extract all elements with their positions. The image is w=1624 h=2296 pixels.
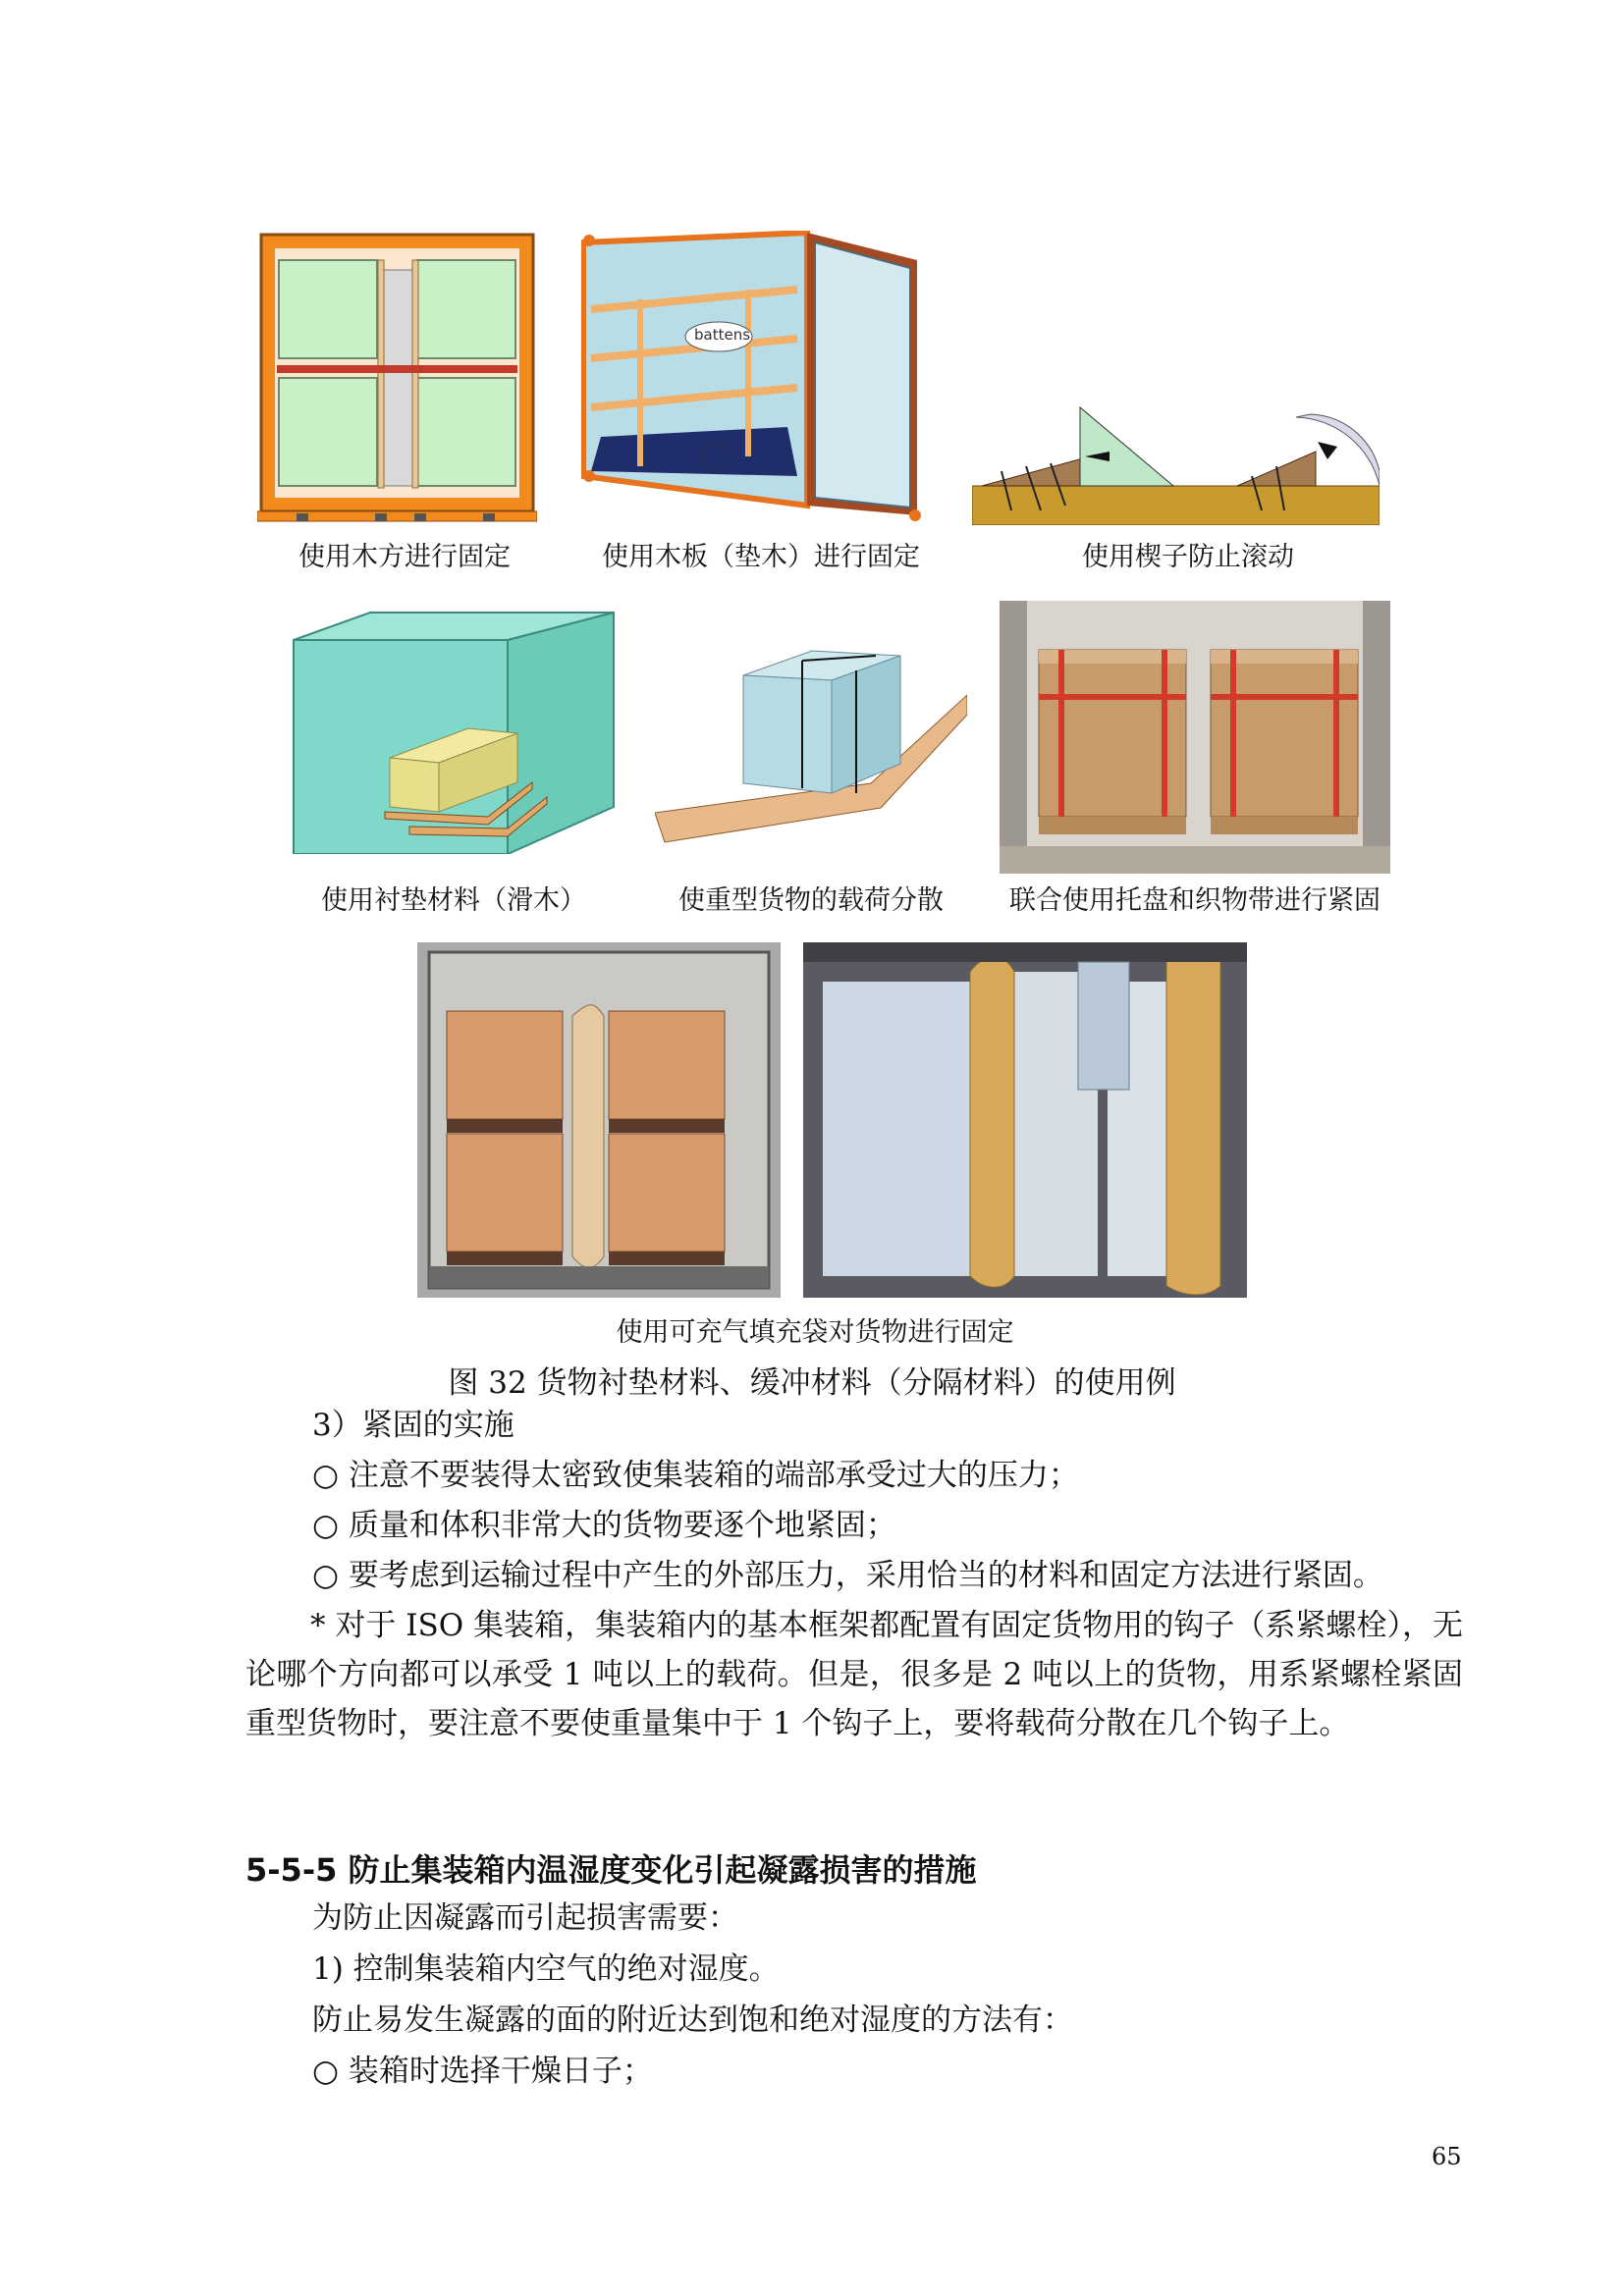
caption-battens: 使用木板（垫木）进行固定	[602, 542, 920, 572]
caption-sliders: 使用衬垫材料（滑木）	[321, 885, 586, 916]
figure-sliders	[292, 611, 616, 854]
section-line-1: 为防止因凝露而引起损害需要：	[312, 1900, 738, 1936]
photo-pallets-straps	[1000, 601, 1390, 874]
bullet-2: ○ 质量和体积非常大的货物要逐个地紧固；	[312, 1508, 896, 1543]
bullet-1: ○ 注意不要装得太密致使集装箱的端部承受过大的压力；	[312, 1458, 1079, 1493]
item-title: 3）紧固的实施	[312, 1408, 514, 1443]
caption-airbags: 使用可充气填充袋对货物进行固定	[616, 1317, 1014, 1348]
section-heading: 5-5-5 防止集装箱内温湿度变化引起凝露损害的措施	[245, 1851, 977, 1889]
page-number: 65	[1432, 2143, 1462, 2170]
figure-wedges	[972, 402, 1380, 525]
caption-pallets-straps: 联合使用托盘和织物带进行紧固	[1009, 885, 1380, 916]
figure-title: 图 32 货物衬垫材料、缓冲材料（分隔材料）的使用例	[448, 1365, 1176, 1401]
figure-load-spread	[655, 636, 967, 854]
figure-wood-blocks	[257, 231, 537, 523]
section-line-3: 防止易发生凝露的面的附近达到饱和绝对湿度的方法有：	[312, 2002, 1073, 2038]
bullet-3: ○ 要考虑到运输过程中产生的外部压力，采用恰当的材料和固定方法进行紧固。	[312, 1558, 1383, 1593]
figure-battens	[581, 231, 940, 523]
battens-label: battens	[694, 326, 751, 344]
photo-airbag-wrapped	[803, 942, 1247, 1298]
caption-wedges: 使用楔子防止滚动	[1082, 542, 1294, 572]
caption-load-spread: 使重型货物的载荷分散	[678, 885, 944, 916]
section-line-2: 1) 控制集装箱内空气的绝对湿度。	[312, 1951, 780, 1987]
photo-airbag-pallets	[417, 942, 781, 1298]
section-line-4: ○ 装箱时选择干燥日子；	[312, 2054, 653, 2089]
caption-wood-blocks: 使用木方进行固定	[298, 542, 511, 572]
note-paragraph: * 对于 ISO 集装箱，集装箱内的基本框架都配置有固定货物用的钩子（系紧螺栓），无论哪个方向都可以承受 1 吨以上的载荷。但是，很多是 2 吨以上的货物，用系紧螺栓紧固重型货物时，要注意不要使重量集中于 1 个钩子上，要将载荷分散在几个钩子上。	[245, 1608, 1463, 1741]
